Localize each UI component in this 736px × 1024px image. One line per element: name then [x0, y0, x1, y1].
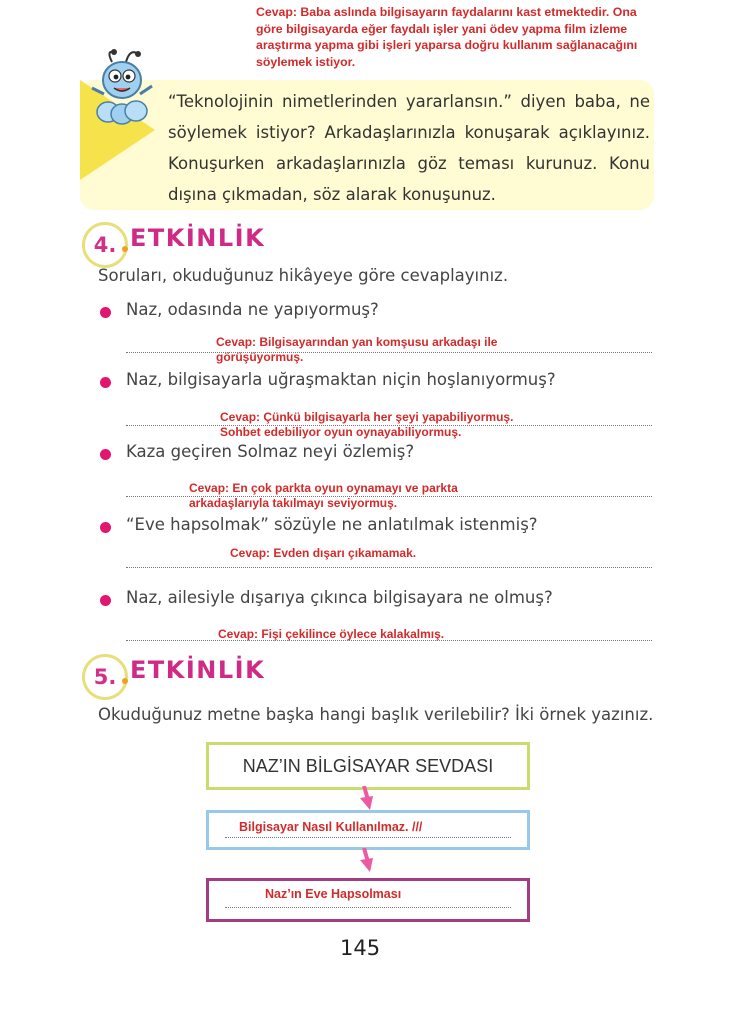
discussion-note-text: “Teknolojinin nimetlerinden yararlansın.” diyen baba, ne söylemek istiyor? Arkadaşlarınızla konuşarak açıklayınız. Konuşurken arkadaşlarınızla göz teması kurunuz. Konu dışına çıkmadan, söz alarak konuşunuz. [168, 92, 650, 204]
activity-4-badge-wrap [82, 222, 128, 268]
badge-dot [122, 246, 128, 252]
question-5: Naz, ailesiyle dışarıya çıkınca bilgisayara ne olmuş? [126, 588, 553, 607]
activity-4-instruction: Soruları, okuduğunuz hikâyeye göre cevaplayınız. [98, 266, 509, 285]
answer-1: Cevap: Bilgisayarından yan komşusu arkadaşı ile görüşüyormuş. [216, 335, 498, 364]
activity-5-badge: 5. [82, 654, 128, 700]
main-title-box [206, 742, 530, 790]
caterpillar-mascot-icon [82, 48, 162, 142]
activity-5-badge-wrap [82, 654, 128, 700]
title-answer-2: Naz’ın Eve Hapsolması [265, 887, 402, 901]
answer-4: Cevap: Evden dışarı çıkamamak. [230, 546, 417, 560]
arrow-down-icon [356, 848, 376, 878]
question-1: Naz, odasında ne yapıyormuş? [126, 300, 379, 319]
answer-5: Cevap: Fişi çekilince öylece kalakalmış. [218, 627, 445, 641]
answer-line-3 [126, 496, 652, 497]
activity-4-badge: 4. [82, 222, 128, 268]
top-answer-text: Cevap: Baba aslında bilgisayarın faydalarını kast etmektedir. Ona göre bilgisayarda eğer faydalı işler yani ödev yapma film izleme araştırma yapma gibi işleri yaparsa doğru kullanım sağlanacağını söylemek istiyor. [256, 5, 638, 69]
answer-line-2 [126, 425, 652, 426]
question-2: Naz, bilgisayarla uğraşmaktan niçin hoşlanıyormuş? [126, 370, 556, 389]
title-answer-box-2 [206, 878, 530, 922]
bullet-icon [100, 307, 111, 318]
badge-dot [122, 678, 128, 684]
answer-line-5 [126, 640, 652, 641]
bullet-icon [100, 377, 111, 388]
title-answer-1: Bilgisayar Nasıl Kullanılmaz. /// [239, 820, 423, 834]
question-3: Kaza geçiren Solmaz neyi özlemiş? [126, 442, 415, 461]
title-answer-line-1 [225, 837, 511, 838]
answer-line-4 [126, 567, 652, 568]
answer-3: Cevap: En çok parkta oyun oynamayı ve parkta arkadaşlarıyla takılmayı seviyormuş. [189, 481, 458, 510]
bullet-icon [100, 522, 111, 533]
question-4: “Eve hapsolmak” sözüyle ne anlatılmak istenmiş? [126, 515, 538, 534]
bullet-icon [100, 595, 111, 606]
main-title-text: NAZ’IN BİLGİSAYAR SEVDASI [242, 756, 494, 776]
bullet-icon [100, 449, 111, 460]
page-number: 145 [340, 936, 381, 960]
title-answer-box-1 [206, 810, 530, 850]
activity-5-title: ETKİNLİK [130, 656, 266, 684]
answer-line-1 [126, 352, 652, 353]
title-answer-line-2 [225, 907, 511, 908]
activity-4-title: ETKİNLİK [130, 224, 266, 252]
answer-2: Cevap: Çünkü bilgisayarla her şeyi yapabiliyormuş. Sohbet edebiliyor oyun oynayabiliyormuş. [220, 410, 514, 439]
activity-5-instruction: Okuduğunuz metne başka hangi başlık verilebilir? İki örnek yazınız. [98, 705, 654, 724]
